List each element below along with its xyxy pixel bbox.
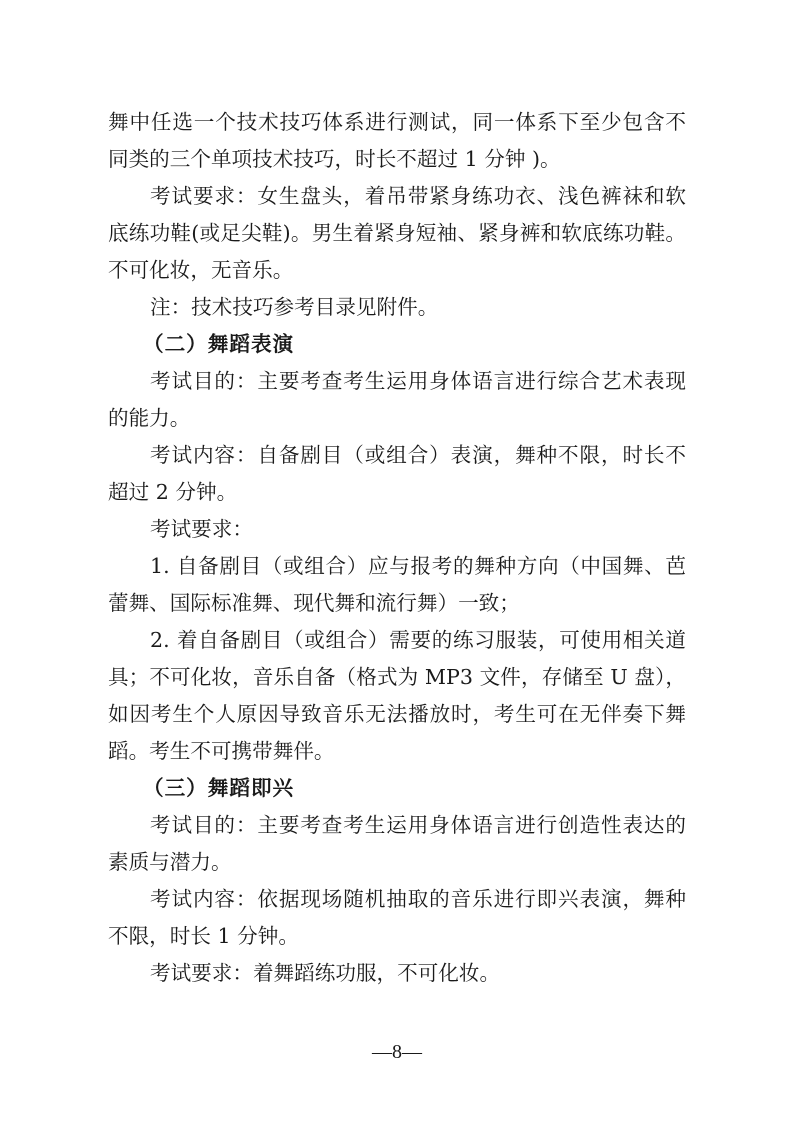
body-line: 超过 2 分钟。: [108, 480, 238, 504]
paragraph-exam-requirements: 考试要求：着舞蹈练功服，不可化妆。: [150, 961, 501, 985]
body-line: 素质与潜力。: [108, 850, 232, 874]
list-item-2: 2. 着自备剧目（或组合）需要的练习服装，可使用相关道: [150, 628, 686, 652]
body-line: 同类的三个单项技术技巧，时长不超过 1 分钟 )。: [108, 147, 561, 171]
paragraph-exam-content: 考试内容：依据现场随机抽取的音乐进行即兴表演，舞种: [150, 887, 686, 911]
paragraph-exam-purpose: 考试目的：主要考查考生运用身体语言进行综合艺术表现: [150, 369, 686, 393]
paragraph-exam-content: 考试内容：自备剧目（或组合）表演，舞种不限，时长不: [150, 443, 686, 467]
page-number: —8—: [372, 1041, 422, 1063]
body-line: 蕾舞、国际标准舞、现代舞和流行舞）一致；: [108, 591, 520, 615]
paragraph-exam-requirements: 考试要求：女生盘头，着吊带紧身练功衣、浅色裤袜和软: [150, 184, 686, 208]
paragraph-exam-purpose: 考试目的：主要考查考生运用身体语言进行创造性表达的: [150, 813, 686, 837]
body-line: 的能力。: [108, 406, 191, 430]
body-line: 舞中任选一个技术技巧体系进行测试，同一体系下至少包含不: [108, 110, 686, 134]
body-line: 具；不可化妆，音乐自备（格式为 MP3 文件，存储至 U 盘），: [108, 665, 686, 689]
paragraph-note: 注：技术技巧参考目录见附件。: [150, 295, 439, 319]
body-line: 底练功鞋(或足尖鞋)。男生着紧身短袖、紧身裤和软底练功鞋。: [108, 221, 686, 245]
body-line: 蹈。考生不可携带舞伴。: [108, 739, 335, 763]
body-line: 不限，时长 1 分钟。: [108, 924, 299, 948]
paragraph-exam-requirements: 考试要求：: [150, 517, 253, 541]
body-line: 不可化妆，无音乐。: [108, 258, 294, 282]
body-line: 如因考生个人原因导致音乐无法播放时，考生可在无伴奏下舞: [108, 702, 686, 726]
section-heading-dance-improvisation: （三）舞蹈即兴: [143, 776, 295, 800]
list-item-1: 1. 自备剧目（或组合）应与报考的舞种方向（中国舞、芭: [150, 554, 686, 578]
section-heading-dance-performance: （二）舞蹈表演: [143, 332, 295, 356]
